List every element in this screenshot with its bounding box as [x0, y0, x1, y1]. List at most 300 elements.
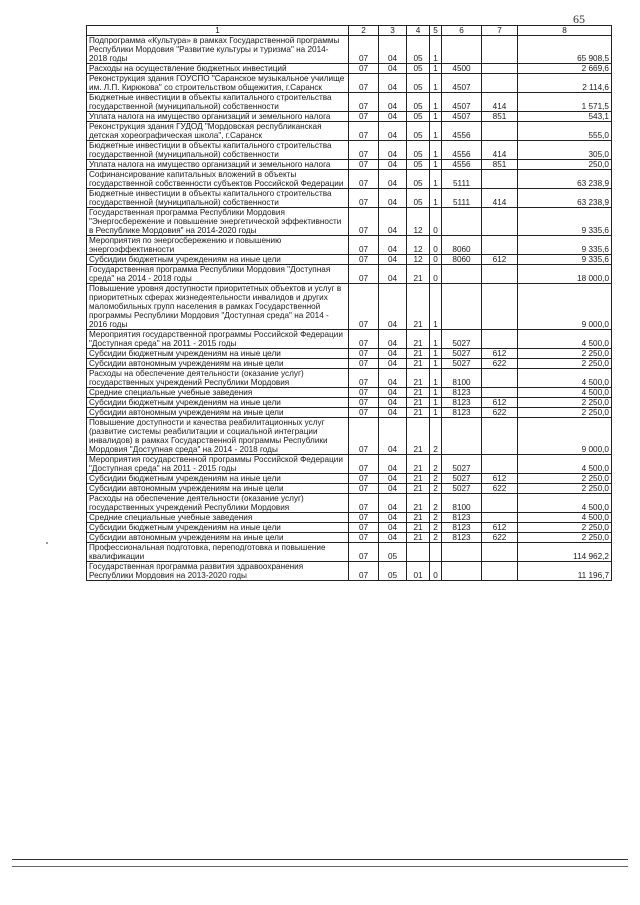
row-expense-type-cell: 612 [482, 474, 518, 484]
row-subprogram-cell: 2 [430, 455, 442, 474]
row-direction-cell: 5111 [442, 189, 482, 208]
row-subsection-cell: 04 [379, 455, 407, 474]
row-section-cell: 07 [349, 160, 379, 170]
table-row [87, 93, 612, 112]
row-name-cell: Средние специальные учебные заведения [87, 513, 349, 523]
table-row [87, 523, 612, 533]
row-section-cell: 07 [349, 562, 379, 581]
row-amount-cell: 4 500,0 [518, 369, 612, 388]
row-name-cell: Реконструкция здания ГУДОД "Мордовская республиканская детская хореографическая школа", г.Саранск [87, 122, 349, 141]
header-cell: 7 [482, 26, 518, 36]
row-expense-type-cell: 612 [482, 523, 518, 533]
row-name-cell: Субсидии бюджетным учреждениям на иные цели [87, 349, 349, 359]
table-row [87, 330, 612, 349]
row-subsection-cell: 04 [379, 523, 407, 533]
row-subprogram-cell: 1 [430, 284, 442, 330]
row-section-cell: 07 [349, 408, 379, 418]
row-amount-cell: 63 238,9 [518, 170, 612, 189]
row-amount-cell: 543,1 [518, 112, 612, 122]
row-expense-type-cell: 612 [482, 255, 518, 265]
row-amount-cell: 2 250,0 [518, 533, 612, 543]
row-program-cell: 21 [407, 484, 430, 494]
row-subprogram-cell: 1 [430, 398, 442, 408]
row-subprogram-cell: 2 [430, 474, 442, 484]
row-section-cell: 07 [349, 122, 379, 141]
row-name-cell: Субсидии бюджетным учреждениям на иные цели [87, 398, 349, 408]
row-direction-cell: 5027 [442, 484, 482, 494]
row-subsection-cell: 04 [379, 189, 407, 208]
row-amount-cell: 250,0 [518, 160, 612, 170]
row-section-cell: 07 [349, 533, 379, 543]
table-row [87, 533, 612, 543]
table-row [87, 208, 612, 236]
row-section-cell: 07 [349, 330, 379, 349]
row-name-cell: Расходы на осуществление бюджетных инвестиций [87, 64, 349, 74]
row-expense-type-cell: 414 [482, 141, 518, 160]
table-row [87, 265, 612, 284]
row-section-cell: 07 [349, 170, 379, 189]
row-subsection-cell: 04 [379, 160, 407, 170]
table-row [87, 562, 612, 581]
row-expense-type-cell [482, 170, 518, 189]
row-subprogram-cell: 2 [430, 494, 442, 513]
row-subprogram-cell: 1 [430, 330, 442, 349]
table-row [87, 160, 612, 170]
row-direction-cell [442, 36, 482, 64]
table-row [87, 112, 612, 122]
table-header-row [87, 26, 612, 36]
row-subsection-cell: 04 [379, 74, 407, 93]
row-subsection-cell: 05 [379, 543, 407, 562]
row-program-cell: 21 [407, 359, 430, 369]
row-amount-cell: 18 000,0 [518, 265, 612, 284]
row-name-cell: Бюджетные инвестиции в объекты капитального строительства государственной (муниципальной) собственности [87, 141, 349, 160]
row-subprogram-cell: 0 [430, 236, 442, 255]
row-expense-type-cell: 612 [482, 398, 518, 408]
row-subprogram-cell: 2 [430, 484, 442, 494]
page-number: 65 [573, 12, 585, 26]
table-row [87, 484, 612, 494]
row-direction-cell [442, 208, 482, 236]
table-row [87, 349, 612, 359]
row-amount-cell: 2 250,0 [518, 349, 612, 359]
table-row [87, 408, 612, 418]
row-name-cell: Расходы на обеспечение деятельности (оказание услуг) государственных учреждений Республики Мордовия [87, 369, 349, 388]
header-cell: 8 [518, 26, 612, 36]
row-subsection-cell: 04 [379, 474, 407, 484]
row-subprogram-cell: 1 [430, 93, 442, 112]
row-name-cell: Мероприятия государственной программы Российской Федерации "Доступная среда" на 2011 - 2015 годы [87, 455, 349, 474]
table-row [87, 359, 612, 369]
row-amount-cell: 4 500,0 [518, 330, 612, 349]
row-expense-type-cell [482, 284, 518, 330]
row-subsection-cell: 04 [379, 484, 407, 494]
row-section-cell: 07 [349, 93, 379, 112]
row-expense-type-cell [482, 74, 518, 93]
row-subsection-cell: 04 [379, 388, 407, 398]
row-subsection-cell: 04 [379, 494, 407, 513]
row-direction-cell [442, 284, 482, 330]
row-direction-cell [442, 418, 482, 455]
row-expense-type-cell [482, 494, 518, 513]
row-program-cell: 05 [407, 189, 430, 208]
row-subprogram-cell: 2 [430, 533, 442, 543]
row-expense-type-cell: 851 [482, 160, 518, 170]
row-name-cell: Уплата налога на имущество организаций и земельного налога [87, 112, 349, 122]
row-program-cell: 21 [407, 533, 430, 543]
row-subsection-cell: 04 [379, 64, 407, 74]
row-subprogram-cell: 1 [430, 189, 442, 208]
row-amount-cell: 2 250,0 [518, 474, 612, 484]
row-program-cell: 05 [407, 112, 430, 122]
table-row [87, 543, 612, 562]
row-amount-cell: 9 335,6 [518, 208, 612, 236]
row-expense-type-cell: 622 [482, 484, 518, 494]
table-row [87, 255, 612, 265]
row-program-cell: 12 [407, 236, 430, 255]
row-subprogram-cell: 2 [430, 418, 442, 455]
table-row [87, 64, 612, 74]
row-program-cell: 05 [407, 64, 430, 74]
row-name-cell: Государственная программа Республики Мордовия "Энергосбережение и повышение энергетической эффективности в Республике Мордовия" на 2014-2020 годы [87, 208, 349, 236]
row-name-cell: Расходы на обеспечение деятельности (оказание услуг) государственных учреждений Республики Мордовия [87, 494, 349, 513]
row-amount-cell: 4 500,0 [518, 513, 612, 523]
row-amount-cell: 4 500,0 [518, 455, 612, 474]
row-expense-type-cell [482, 369, 518, 388]
row-program-cell: 05 [407, 141, 430, 160]
row-name-cell: Средние специальные учебные заведения [87, 388, 349, 398]
row-subprogram-cell: 1 [430, 349, 442, 359]
row-name-cell: Софинансирование капитальных вложений в объекты государственной собственности субъектов Российской Федерации [87, 170, 349, 189]
row-direction-cell: 8123 [442, 533, 482, 543]
row-subsection-cell: 04 [379, 255, 407, 265]
row-name-cell: Мероприятия по энергосбережению и повышению энергоэффективности [87, 236, 349, 255]
row-direction-cell: 4507 [442, 74, 482, 93]
row-name-cell: Бюджетные инвестиции в объекты капитального строительства государственной (муниципальной) собственности [87, 93, 349, 112]
row-expense-type-cell [482, 208, 518, 236]
row-name-cell: Субсидии бюджетным учреждениям на иные цели [87, 255, 349, 265]
row-subsection-cell: 04 [379, 398, 407, 408]
row-subprogram-cell: 1 [430, 36, 442, 64]
row-section-cell: 07 [349, 36, 379, 64]
row-name-cell: Повышение уровня доступности приоритетных объектов и услуг в приоритетных сферах жизнедеятельности инвалидов и других маломобильных групп населения в рамках Государственной программы Республики Мордовия "Доступная среда" на 2014 - 2016 годы [87, 284, 349, 330]
row-direction-cell: 5027 [442, 455, 482, 474]
row-expense-type-cell [482, 388, 518, 398]
header-cell: 1 [87, 26, 349, 36]
row-subsection-cell: 04 [379, 349, 407, 359]
row-expense-type-cell [482, 265, 518, 284]
row-direction-cell: 4500 [442, 64, 482, 74]
row-subprogram-cell [430, 543, 442, 562]
footer-rule-secondary [12, 866, 628, 867]
row-section-cell: 07 [349, 74, 379, 93]
row-subprogram-cell: 2 [430, 523, 442, 533]
row-name-cell: Субсидии бюджетным учреждениям на иные цели [87, 474, 349, 484]
table-row [87, 388, 612, 398]
table-row [87, 141, 612, 160]
row-name-cell: Профессиональная подготовка, переподготовка и повышение квалификации [87, 543, 349, 562]
row-subsection-cell: 05 [379, 562, 407, 581]
row-amount-cell: 9 335,6 [518, 255, 612, 265]
row-subprogram-cell: 1 [430, 369, 442, 388]
row-subsection-cell: 04 [379, 330, 407, 349]
row-amount-cell: 11 196,7 [518, 562, 612, 581]
table-row [87, 74, 612, 93]
row-section-cell: 07 [349, 141, 379, 160]
row-expense-type-cell [482, 236, 518, 255]
row-name-cell: Мероприятия государственной программы Российской Федерации "Доступная среда" на 2011 - 2015 годы [87, 330, 349, 349]
row-name-cell: Субсидии автономным учреждениям на иные цели [87, 484, 349, 494]
row-subsection-cell: 04 [379, 170, 407, 189]
row-program-cell: 12 [407, 255, 430, 265]
row-program-cell: 05 [407, 74, 430, 93]
row-subprogram-cell: 0 [430, 255, 442, 265]
row-subsection-cell: 04 [379, 236, 407, 255]
row-direction-cell: 8123 [442, 388, 482, 398]
row-expense-type-cell [482, 330, 518, 349]
row-expense-type-cell [482, 64, 518, 74]
row-program-cell: 21 [407, 284, 430, 330]
row-program-cell: 05 [407, 170, 430, 189]
table-row [87, 398, 612, 408]
row-subsection-cell: 04 [379, 533, 407, 543]
table-row [87, 170, 612, 189]
row-section-cell: 07 [349, 418, 379, 455]
row-program-cell: 21 [407, 523, 430, 533]
row-program-cell: 05 [407, 122, 430, 141]
row-program-cell: 21 [407, 388, 430, 398]
row-amount-cell: 305,0 [518, 141, 612, 160]
row-section-cell: 07 [349, 189, 379, 208]
row-expense-type-cell: 414 [482, 93, 518, 112]
row-name-cell: Субсидии автономным учреждениям на иные цели [87, 359, 349, 369]
row-direction-cell: 5027 [442, 330, 482, 349]
row-amount-cell: 2 250,0 [518, 408, 612, 418]
row-section-cell: 07 [349, 112, 379, 122]
row-section-cell: 07 [349, 455, 379, 474]
table-row [87, 418, 612, 455]
row-subprogram-cell: 2 [430, 513, 442, 523]
row-subprogram-cell: 1 [430, 160, 442, 170]
row-amount-cell: 9 000,0 [518, 418, 612, 455]
row-name-cell: Подпрограмма «Культура» в рамках Государственной программы Республики Мордовия "Развитие культуры и туризма" на 2014-2018 годы [87, 36, 349, 64]
row-section-cell: 07 [349, 255, 379, 265]
row-expense-type-cell [482, 543, 518, 562]
row-section-cell: 07 [349, 388, 379, 398]
row-program-cell: 12 [407, 208, 430, 236]
row-expense-type-cell: 414 [482, 189, 518, 208]
row-amount-cell: 63 238,9 [518, 189, 612, 208]
row-direction-cell: 4556 [442, 160, 482, 170]
row-program-cell: 05 [407, 93, 430, 112]
row-name-cell: Субсидии автономным учреждениям на иные цели [87, 408, 349, 418]
row-expense-type-cell: 612 [482, 349, 518, 359]
row-name-cell: Субсидии бюджетным учреждениям на иные цели [87, 523, 349, 533]
row-direction-cell: 4556 [442, 141, 482, 160]
row-section-cell: 07 [349, 513, 379, 523]
row-amount-cell: 2 114,6 [518, 74, 612, 93]
row-subprogram-cell: 1 [430, 64, 442, 74]
row-program-cell: 21 [407, 474, 430, 484]
row-program-cell: 21 [407, 455, 430, 474]
row-subprogram-cell: 0 [430, 265, 442, 284]
row-direction-cell: 5027 [442, 349, 482, 359]
row-section-cell: 07 [349, 474, 379, 484]
footer-rule [12, 859, 628, 860]
row-subsection-cell: 04 [379, 418, 407, 455]
row-section-cell: 07 [349, 265, 379, 284]
row-direction-cell: 8060 [442, 236, 482, 255]
row-program-cell: 21 [407, 418, 430, 455]
row-name-cell: Субсидии автономным учреждениям на иные цели [87, 533, 349, 543]
row-subsection-cell: 04 [379, 122, 407, 141]
row-direction-cell: 8100 [442, 494, 482, 513]
row-direction-cell: 5027 [442, 359, 482, 369]
row-section-cell: 07 [349, 284, 379, 330]
row-section-cell: 07 [349, 398, 379, 408]
row-subprogram-cell: 1 [430, 388, 442, 398]
row-program-cell: 05 [407, 160, 430, 170]
row-expense-type-cell [482, 455, 518, 474]
row-direction-cell: 5027 [442, 474, 482, 484]
row-subsection-cell: 04 [379, 36, 407, 64]
row-amount-cell: 2 669,6 [518, 64, 612, 74]
table-row [87, 36, 612, 64]
row-name-cell: Реконструкция здания ГОУСПО "Саранское музыкальное училище им. Л.П. Кирюкова" со строительством общежития, г.Саранск [87, 74, 349, 93]
header-cell: 6 [442, 26, 482, 36]
header-cell: 3 [379, 26, 407, 36]
row-direction-cell [442, 543, 482, 562]
row-section-cell: 07 [349, 236, 379, 255]
row-amount-cell: 4 500,0 [518, 388, 612, 398]
row-program-cell: 21 [407, 408, 430, 418]
row-amount-cell: 2 250,0 [518, 523, 612, 533]
row-section-cell: 07 [349, 208, 379, 236]
row-program-cell: 21 [407, 398, 430, 408]
row-amount-cell: 65 908,5 [518, 36, 612, 64]
row-subsection-cell: 04 [379, 208, 407, 236]
row-direction-cell: 8060 [442, 255, 482, 265]
row-subprogram-cell: 0 [430, 562, 442, 581]
row-program-cell: 21 [407, 494, 430, 513]
row-program-cell: 21 [407, 369, 430, 388]
table-row [87, 455, 612, 474]
table-row [87, 513, 612, 523]
row-subsection-cell: 04 [379, 369, 407, 388]
row-expense-type-cell [482, 562, 518, 581]
row-amount-cell: 4 500,0 [518, 494, 612, 513]
row-section-cell: 07 [349, 359, 379, 369]
row-direction-cell: 8123 [442, 513, 482, 523]
row-program-cell: 21 [407, 349, 430, 359]
row-expense-type-cell: 622 [482, 408, 518, 418]
row-section-cell: 07 [349, 64, 379, 74]
row-amount-cell: 9 000,0 [518, 284, 612, 330]
row-name-cell: Уплата налога на имущество организаций и земельного налога [87, 160, 349, 170]
row-subsection-cell: 04 [379, 408, 407, 418]
row-subprogram-cell: 1 [430, 170, 442, 189]
row-section-cell: 07 [349, 523, 379, 533]
row-amount-cell: 2 250,0 [518, 359, 612, 369]
row-direction-cell: 8123 [442, 408, 482, 418]
table-row [87, 284, 612, 330]
row-subsection-cell: 04 [379, 112, 407, 122]
row-expense-type-cell [482, 36, 518, 64]
row-subsection-cell: 04 [379, 265, 407, 284]
row-direction-cell: 4507 [442, 93, 482, 112]
row-section-cell: 07 [349, 484, 379, 494]
row-expense-type-cell [482, 418, 518, 455]
row-direction-cell [442, 265, 482, 284]
budget-table [86, 25, 612, 581]
row-amount-cell: 2 250,0 [518, 398, 612, 408]
row-program-cell: 21 [407, 330, 430, 349]
row-subsection-cell: 04 [379, 359, 407, 369]
row-direction-cell: 8100 [442, 369, 482, 388]
table-row [87, 494, 612, 513]
row-section-cell: 07 [349, 369, 379, 388]
row-amount-cell: 2 250,0 [518, 484, 612, 494]
row-subsection-cell: 04 [379, 93, 407, 112]
row-amount-cell: 1 571,5 [518, 93, 612, 112]
row-subsection-cell: 04 [379, 513, 407, 523]
row-subprogram-cell: 1 [430, 141, 442, 160]
row-name-cell: Бюджетные инвестиции в объекты капитального строительства государственной (муниципальной) собственности [87, 189, 349, 208]
row-subprogram-cell: 1 [430, 112, 442, 122]
row-name-cell: Повышение доступности и качества реабилитационных услуг (развитие системы реабилитации и социальной интеграции инвалидов) в рамках Государственной программы Республики Мордовия "Доступная среда" на 2014 - 2018 годы [87, 418, 349, 455]
row-expense-type-cell: 622 [482, 359, 518, 369]
header-cell: 5 [430, 26, 442, 36]
row-amount-cell: 9 335,6 [518, 236, 612, 255]
row-direction-cell: 5111 [442, 170, 482, 189]
row-subprogram-cell: 1 [430, 408, 442, 418]
row-program-cell: 21 [407, 265, 430, 284]
row-name-cell: Государственная программа Республики Мордовия "Доступная среда" на 2014 - 2018 годы [87, 265, 349, 284]
row-expense-type-cell [482, 122, 518, 141]
row-direction-cell: 4556 [442, 122, 482, 141]
row-section-cell: 07 [349, 494, 379, 513]
table-row [87, 236, 612, 255]
row-direction-cell: 4507 [442, 112, 482, 122]
row-subprogram-cell: 1 [430, 122, 442, 141]
row-direction-cell: 8123 [442, 398, 482, 408]
row-expense-type-cell [482, 513, 518, 523]
row-program-cell: 01 [407, 562, 430, 581]
row-program-cell [407, 543, 430, 562]
row-subsection-cell: 04 [379, 141, 407, 160]
scan-speck [46, 542, 48, 544]
row-program-cell: 21 [407, 513, 430, 523]
row-subprogram-cell: 0 [430, 208, 442, 236]
row-section-cell: 07 [349, 543, 379, 562]
row-name-cell: Государственная программа развития здравоохранения Республики Мордовия на 2013-2020 годы [87, 562, 349, 581]
row-expense-type-cell: 622 [482, 533, 518, 543]
row-subsection-cell: 04 [379, 284, 407, 330]
table-row [87, 189, 612, 208]
table-row [87, 474, 612, 484]
table-row [87, 369, 612, 388]
header-cell: 2 [349, 26, 379, 36]
table-row [87, 122, 612, 141]
row-direction-cell [442, 562, 482, 581]
table-body [87, 36, 612, 581]
row-expense-type-cell: 851 [482, 112, 518, 122]
row-section-cell: 07 [349, 349, 379, 359]
row-amount-cell: 114 962,2 [518, 543, 612, 562]
row-amount-cell: 555,0 [518, 122, 612, 141]
row-subprogram-cell: 1 [430, 74, 442, 93]
row-subprogram-cell: 1 [430, 359, 442, 369]
